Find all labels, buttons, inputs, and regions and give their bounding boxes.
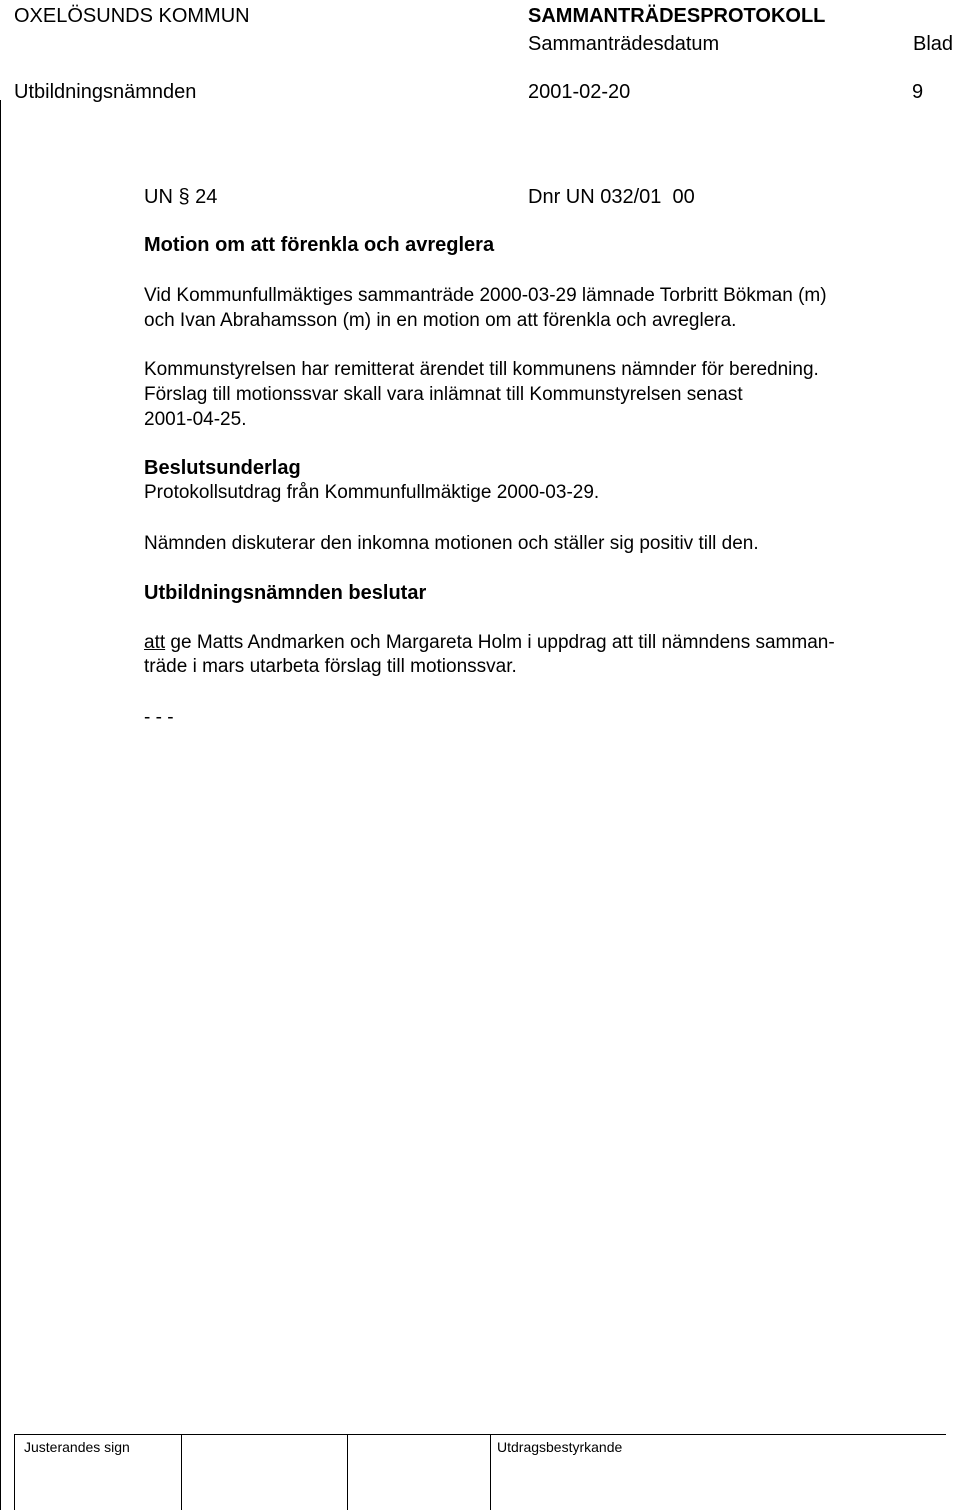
discussion-text: Nämnden diskuterar den inkomna motionen och ställer sig positiv till den. <box>144 533 759 554</box>
date-label: Sammanträdesdatum <box>528 33 720 55</box>
extract-certification-label: Utdragsbestyrkande <box>497 1439 623 1455</box>
committee-name: Utbildningsnämnden <box>14 81 197 103</box>
paragraph-2-line-1: Kommunstyrelsen har remitterat ärendet till kommunens nämnder för beredning. <box>144 359 819 380</box>
basis-heading: Beslutsunderlag <box>144 457 301 479</box>
decision-line-1-text: ge Matts Andmarken och Margareta Holm i uppdrag att till nämndens samman- <box>165 632 835 653</box>
page-label: Blad <box>913 33 954 55</box>
paragraph-2-line-3: 2001-04-25. <box>144 409 247 430</box>
paragraph-1-line-1: Vid Kommunfullmäktiges sammanträde 2000-03-29 lämnade Torbritt Bökman (m) <box>144 285 827 306</box>
footer-divider-4 <box>490 1434 491 1510</box>
decision-line-1 <box>144 631 835 655</box>
basis-text: Protokollsutdrag från Kommunfullmäktige 2000-03-29. <box>144 482 600 503</box>
end-marker: - - - <box>144 707 174 728</box>
paragraph-1-line-2: och Ivan Abrahamsson (m) in en motion om att förenkla och avreglera. <box>144 310 737 331</box>
page-number: 9 <box>912 81 924 103</box>
decision-line-2: träde i mars utarbeta förslag till motionssvar. <box>144 656 517 677</box>
diary-number: Dnr UN 032/01 00 <box>528 186 695 208</box>
footer-divider-2 <box>181 1434 182 1510</box>
footer-divider-3 <box>347 1434 348 1510</box>
item-title: Motion om att förenkla och avreglera <box>144 234 495 256</box>
document-type: SAMMANTRÄDESPROTOKOLL <box>528 5 826 27</box>
footer-divider-1 <box>14 1434 15 1510</box>
paragraph-2-line-2: Förslag till motionssvar skall vara inlämnat till Kommunstyrelsen senast <box>144 384 743 405</box>
municipality-name: OXELÖSUNDS KOMMUN <box>14 5 250 27</box>
decision-att: att <box>144 632 166 653</box>
decision-heading: Utbildningsnämnden beslutar <box>144 582 427 604</box>
item-number: UN § 24 <box>144 186 218 208</box>
left-margin-rule <box>0 100 1 1510</box>
justify-signature-label: Justerandes sign <box>24 1439 130 1455</box>
footer-top-rule <box>14 1434 946 1435</box>
meeting-date: 2001-02-20 <box>528 81 631 103</box>
